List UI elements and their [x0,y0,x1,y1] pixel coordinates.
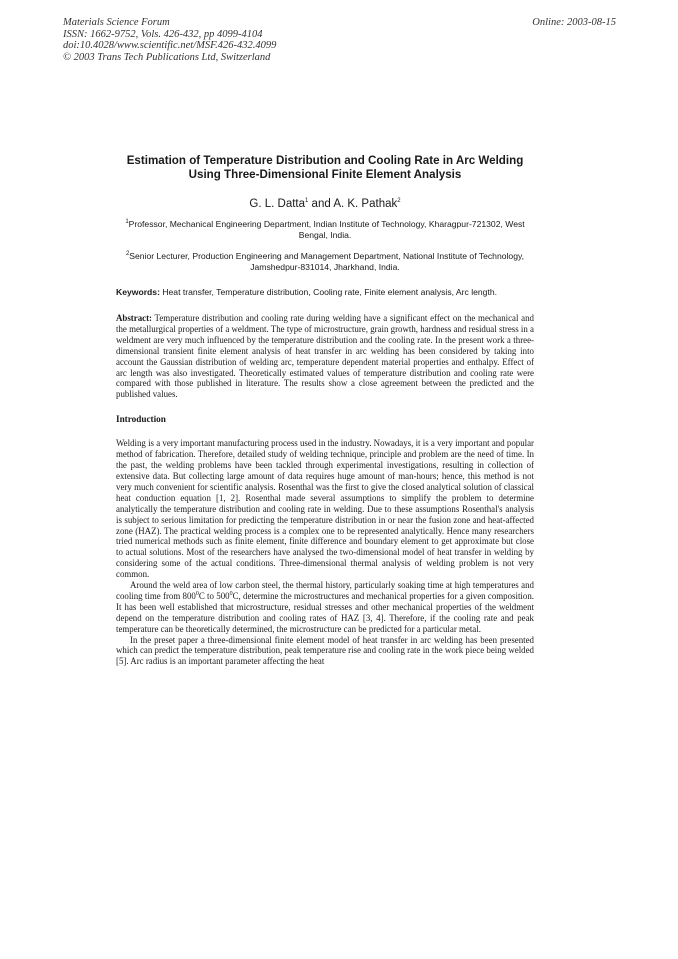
abstract-label: Abstract: [116,313,152,323]
keywords-label: Keywords: [116,287,160,297]
introduction-body [116,438,534,667]
intro-paragraph-3: In the preset paper a three-dimensional finite element model of heat transfer in arc welding has been presented which can predict the temperature distribution, peak temperature rise and cooling rate in the work piece being welded [5]. Arc radius is an important parameter affecting the heat [116,634,534,667]
authors [116,198,534,210]
degree-sup-1: 0 [195,590,199,597]
section-title-introduction: Introduction [116,414,166,425]
author-2-sup: 2 [397,198,401,205]
title-line-2: Using Three-Dimensional Finite Element Analysis [188,168,462,181]
doi-line: doi:10.4028/www.scientific.net/MSF.426-432.4099 [63,40,277,52]
author-1: G. L. Datta [249,198,306,210]
author-and: and [308,198,334,210]
intro-p2-part-b: C to 500 [198,590,230,601]
intro-p2-part-a: Around the weld area of low carbon steel, the thermal history, particularly soaking time at high temperatures and cooling time from 800 [116,580,534,601]
journal-name: Materials Science Forum [63,17,170,28]
keywords [116,287,534,298]
degree-sup-2: 0 [229,590,233,597]
affiliation-2-sup: 2 [125,251,130,258]
author-2: A. K. Pathak [333,198,398,210]
issn-line: ISSN: 1662-9752, Vols. 426-432, pp 4099-4104 [63,28,263,40]
affiliation-1-sup: 1 [125,219,129,226]
abstract [116,313,534,400]
journal-header [63,17,276,63]
keywords-text: Heat transfer, Temperature distribution, Cooling rate, Finite element analysis, Arc length. [159,287,498,297]
intro-p2-part-c: C, determine the microstructures and mechanical properties for a given composition. It has been well established that microstructure, residual stresses and other mechanical properties of the weldment depend on the temperature distribution and cooling rates of HAZ [3, 4]. Therefore, if the cooling rate and peak temperature can be theoretically determined, the microstructure can be predicted for a particular metal. [116,590,534,634]
copyright-line: © 2003 Trans Tech Publications Ltd, Switzerland [63,51,271,63]
affiliation-2-text: Senior Lecturer, Production Engineering and Management Department, National Institute of Technology, Jamshedpur-831014, Jharkhand, India. [129,251,525,272]
abstract-text: Temperature distribution and cooling rate during welding have a significant effect on the mechanical and the metallurgical properties of a weldment. The type of microstructure, grain growth, hardness and residual stress in a weldment are very much influenced by the temperature distribution and the cooling rate. In the present work a three-dimensional transient finite element analysis of heat transfer in arc welding has been considered by taking into account the Gaussian distribution of welding arc, temperature dependent material properties and enthalpy. Effect of arc length was also investigated. Theoretically estimated values of temperature distribution and cooling rate were compared with those published in literature. The results show a close agreement between the predicted and the published values. [116,313,534,400]
title-line-1: Estimation of Temperature Distribution and Cooling Rate in Arc Welding [126,154,524,167]
intro-paragraph-2 [116,580,534,635]
paper-title [116,154,534,182]
intro-paragraph-1: Welding is a very important manufacturing process used in the industry. Nowadays, it is a very important and popular method of fabrication. Therefore, detailed study of welding technique, principle and problem are the need of time. In the past, the welding problems have been tackled through experimental investigations, resulting in collection of extensive data. But collecting large amount of data requires huge amount of man-hours; hence, this method is not very much convenient for scientific analysis. Rosenthal was the first to give the closed analytical solution of classical heat conduction equation [1, 2]. Rosenthal made several assumptions to simplify the problem to determine analytically the temperature distribution and cooling rate in welding. Due to these assumptions Rosenthal's analysis is subject to serious limitation for predicting the temperature distribution in or near the fusion zone and heat-affected zone (HAZ). The practical welding process is a complex one to be represented analytically. Hence many researchers tried numerical methods such as finite element, finite difference and boundary element to get approximate but close to actual solutions. Most of the researchers have analysed the two-dimensional model of heat transfer in welding by considering some of the actual conditions. Three-dimensional thermal analysis of welding problem is not very common. [116,438,534,580]
affiliation-2 [116,251,534,273]
author-1-sup: 1 [305,198,309,205]
affiliation-1-text: Professor, Mechanical Engineering Department, Indian Institute of Technology, Kharagpur-721302, West Bengal, India. [128,219,525,240]
paper-content [116,154,534,667]
affiliation-1 [116,219,534,241]
online-date: Online: 2003-08-15 [532,17,616,28]
